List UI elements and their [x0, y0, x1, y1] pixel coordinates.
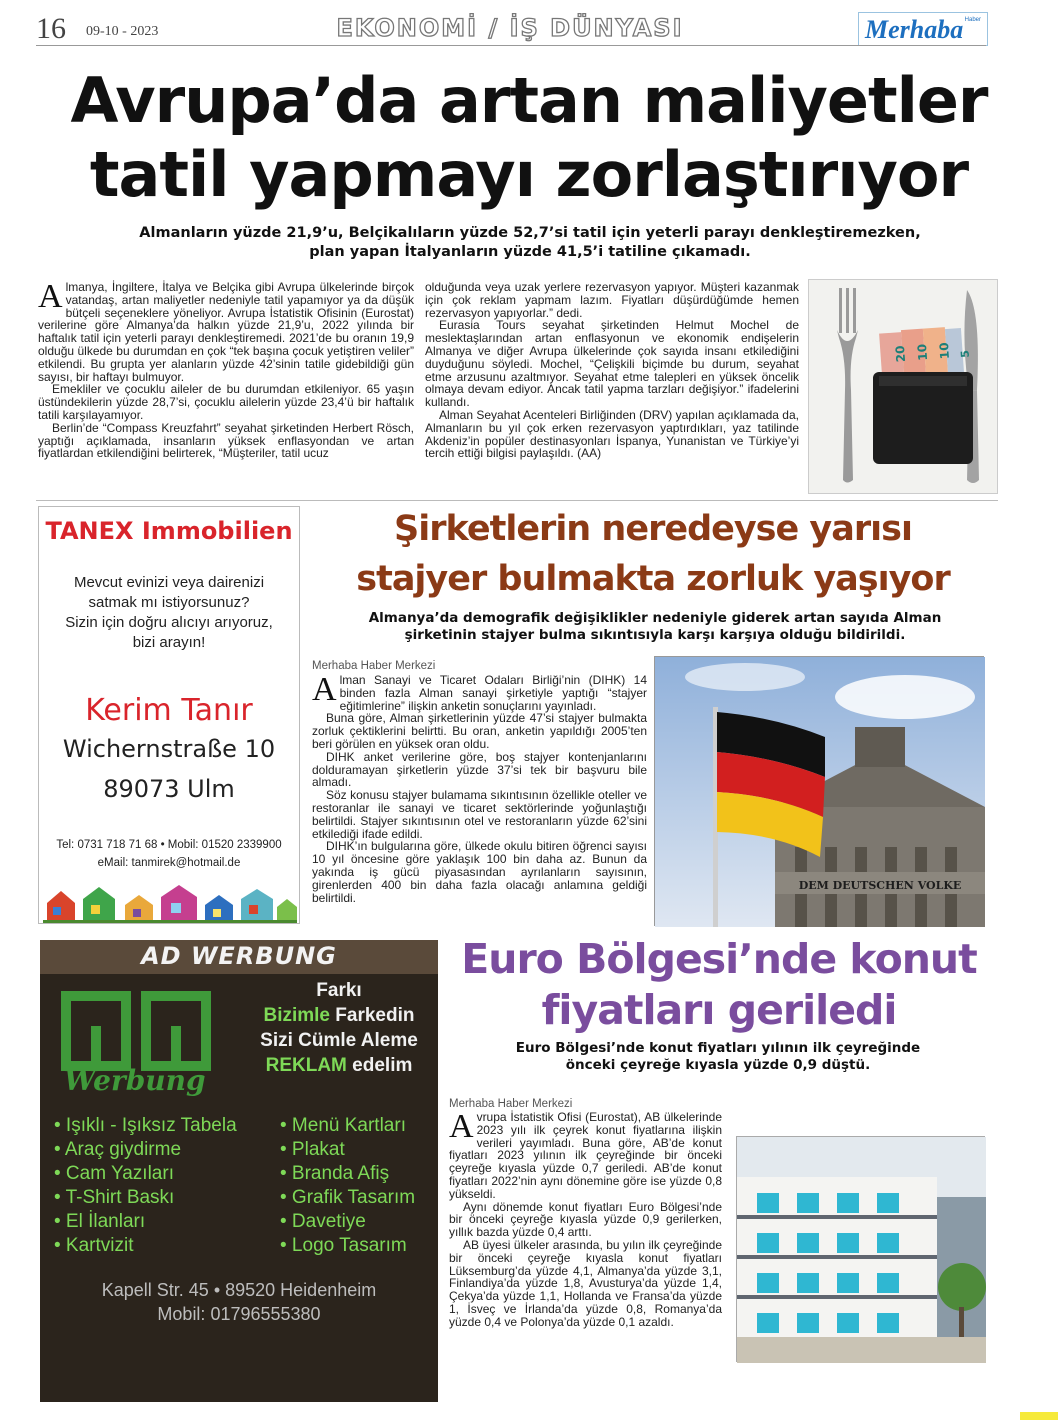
service-item: • Işıklı - Işıksız Tabela: [54, 1115, 237, 1136]
article2-body: [312, 671, 647, 905]
contact-email: eMail: tanmirek@hotmail.de: [97, 857, 241, 869]
ad-title: AD WERBUNG: [141, 942, 337, 970]
header-rule: [36, 45, 986, 46]
article1-headline: [20, 64, 1038, 212]
ad-mobile: Mobil: 01796555380: [157, 1304, 321, 1324]
drop-cap: A: [312, 671, 337, 708]
page-corner-mark: [1020, 1412, 1058, 1420]
houses-illustration: [43, 883, 297, 923]
slogan-line: Sizi Cümle Aleme: [260, 1030, 418, 1051]
service-item: • Plakat: [280, 1139, 345, 1160]
service-item: • Grafik Tasarım: [280, 1187, 416, 1208]
slogan-highlight: REKLAM: [265, 1055, 347, 1076]
logo-small-text: Haber: [964, 17, 981, 23]
logo-text: Merhaba: [865, 15, 964, 44]
headline-line: stajyer bulmakta zorluk yaşıyor: [356, 559, 950, 599]
section-title: EKONOMİ / İŞ DÜNYASI: [336, 14, 684, 42]
service-item: • Araç giydirme: [54, 1139, 182, 1160]
paragraph-text: vrupa İstatistik Ofisi (Eurostat), AB ülkelerinde 2023 yılı ilk çeyrek konut fiyatlarına ilişkin verileri yayımladı. Buna göre, AB’de konut fiyatları 2023 yılının ilk çeyreğinde bir önceki çeyreğe kıyasla yüzde 0,7 geriledi. AB’de konut fiyatları 2022’nin aynı dönemine göre ise yüzde 0,8 yükseldi.: [449, 1110, 722, 1201]
apartment-building-photo: [736, 1136, 985, 1362]
article2-source: Merhaba Haber Merkezi: [312, 660, 436, 672]
article2-paragraph: DIHK’ın bulgularına göre, ülkede okulu bitiren öğrenci sayısı 10 yıl öncesine göre yaklaşık 100 bin daha az. Bunun da yakında iş gücü piyasasından ayrılanların sayısının, girenlerden 400 bin daha fazla olacağı anlamına geldiği belirtildi.: [312, 839, 647, 905]
article1-paragraph: Eurasia Tours seyahat şirketinden Helmut Mochel de meslektaşlarından artan enflasyonun ve ekonomik endişelerin Almanya ve diğer Avrupa ülkelerinde çok sayıda insanı etkilediğini duyduğunu söyledi. Mochel, “Çelişkili biçimde bu durum, seyahat etme arzusunu azaltmıyor. Seyahat etme talepleri en yüksek öncelik olmaya devam ediyor. Ancak tatil yapma tarzları değişiyor.” ifadelerini kullandı.: [425, 318, 799, 410]
wallet-illustration: [809, 280, 999, 495]
paragraph-text: lmanya, İngiltere, İtalya ve Belçika gibi Avrupa ülkelerinde birçok vatandaş, artan maliyetler nedeniyle tatil yapamıyor ya da düşük bütçeli seçeneklere yöneliyor. Avrupa İstatistik Ofisinin (Eurostat) verilerine göre Almanya’da halkın yüzde 21,9’u, 2022 yılında bir haftalık tatil için yeterli parayı denkleştiremedi. 2021’de bu oranın 19,9 olduğu ülkede bu durumdan en çok “tek başına çocuk yetiştiren veliler” etkilendi. Bu grupta yer alanların yüzde 42’sinin tatile gidebildiği gün sayısı, bir haftayı bulmuyor.: [38, 280, 414, 384]
article3-subhead: [448, 1040, 988, 1074]
slogan-text: Farkedin: [330, 1005, 415, 1026]
contact-street: Wichernstraße 10: [62, 735, 276, 763]
article2-paragraph: Söz konusu stajyer bulamama sıkıntısının özellikle oteller ve restoranlar ile sanayi ve ticaret sektörlerinde yoğunlaştığı belirtildi. Stajyer sıkıntısının otel ve restoranların yüzde 62’sini etkilediği ifade edildi.: [312, 788, 647, 841]
article2-headline: [308, 504, 998, 604]
wallet-cutlery-photo: [808, 279, 998, 494]
ad-slogan: [240, 978, 438, 1078]
ad-text-line: bizi arayın!: [132, 634, 206, 651]
service-item: • Logo Tasarım: [280, 1235, 407, 1256]
service-item: • T-Shirt Baskı: [54, 1187, 175, 1208]
reichstag-illustration: [655, 657, 985, 927]
ad-logo: [56, 986, 226, 1096]
ad-contact: [40, 1278, 438, 1326]
contact-phones: Tel: 0731 718 71 68 • Mobil: 01520 2339900: [56, 839, 282, 851]
subhead-line: Almanların yüzde 21,9’u, Belçikalıların yüzde 52,7’si tatil için yeterli parayı denkleştiremezken,: [139, 225, 921, 241]
article3-headline: [445, 934, 993, 1036]
article2-paragraph: DIHK anket verilerine göre, boş stajyer kontenjanlarını dolduramayan şirketlerin yüzde 37’si tek bir başvuru bile almadı.: [312, 749, 647, 790]
headline-line: Avrupa’da artan maliyetler: [70, 64, 988, 137]
banknote-label: 10: [936, 341, 953, 360]
services-right: [280, 1114, 415, 1258]
banknote-label: 20: [892, 345, 909, 363]
article2-paragraph: [312, 671, 647, 713]
article2-paragraph: Buna göre, Alman şirketlerinin yüzde 47’si stajyer bulmakta zorluk çektiklerini belirtti. Bu oran, anketin yapıldığı 2005’ten beri görülen en yüksek oran oldu.: [312, 711, 647, 751]
paragraph-text: lman Sanayi ve Ticaret Odaları Birliği’nin (DIHK) 14 binden fazla Alman sanayi şirketiyle yaptığı “stajyer eğitimlerine” ilişkin anketin sonuçlarını yayınladı.: [339, 673, 647, 713]
section-rule: [36, 500, 998, 501]
service-item: • El İlanları: [54, 1211, 146, 1232]
article1-paragraph: olduğunda veya uzak yerlere rezervasyon yapıyor. Müşteri kazanmak için çok reklam yapmam lazım. Fiyatları düşürdüğümde hemen rezervasyon yapıyorlar.” dedi.: [425, 280, 799, 320]
drop-cap: A: [449, 1108, 474, 1145]
service-item: • Davetiye: [280, 1211, 366, 1232]
reichstag-flag-photo: [654, 656, 984, 926]
article1-subhead: [60, 224, 1000, 262]
article3-body: [449, 1108, 722, 1329]
services-left: [54, 1114, 237, 1258]
article1-column-2: [425, 281, 799, 460]
publication-logo: [858, 12, 988, 46]
subhead-line: önceki çeyreğe kıyasla yüzde 0,9 düştü.: [565, 1057, 871, 1073]
ad-title: TANEX Immobilien: [45, 517, 293, 545]
ad-text-line: satmak mı istiyorsunuz?: [88, 594, 250, 611]
slogan-highlight: Bizimle: [263, 1005, 331, 1026]
reichstag-inscription: DEM DEUTSCHEN VOLKE: [798, 879, 962, 892]
service-item: • Menü Kartları: [280, 1115, 406, 1136]
werbung-advertisement: [40, 940, 438, 1402]
subhead-line: Almanya’da demografik değişiklikler nedeniyle giderek artan sayıda Alman: [368, 610, 942, 626]
page-number: 16: [36, 12, 66, 45]
headline-line: tatil yapmayı zorlaştırıyor: [89, 138, 969, 211]
service-item: • Kartvizit: [54, 1235, 134, 1256]
article3-paragraph: AB üyesi ülkeler arasında, bu yılın ilk çeyreğinde bir önceki çeyreğe kıyasla konut fiyatları Lüksemburg’da yüzde 4,1, Almanya’da yüzde 3,1, Finlandiya’da yüzde 1,8, Avusturya’da yüzde 1,4, Çekya’da yüzde 1,1, Hollanda ve Fransa’da yüzde 1, İsveç ve İrlanda’da yüzde 0,8, Romanya’da yüzde 0,4 ve Polonya’da yüzde 0,1 azaldı.: [449, 1237, 722, 1329]
ad-text-line: Mevcut evinizi veya dairenizi: [73, 574, 265, 591]
ad-text: [39, 573, 299, 653]
article1-paragraph: Alman Seyahat Acenteleri Birliğinden (DRV) yapılan açıklamada da, Almanların bu yıl çok erken rezervasyon yaptırdıkları, yaz tatilinde Akdeniz’in popüler destinasyonları İspanya, Yunanistan ve Türkiye’yi tercih ettiği bilgisi paylaşıldı. (AA): [425, 407, 799, 461]
article1-paragraph: Berlin’de “Compass Kreuzfahrt” seyahat şirketinden Herbert Rösch, yaptığı açıklamada, insanların yüksek enflasyondan ve artan fiyatlardan etkilendiğini belirterek, “Müşteriler, tatil ucuz: [38, 420, 414, 461]
contact-city: 89073 Ulm: [103, 775, 235, 803]
contact-name: Kerim Tanır: [85, 693, 253, 728]
headline-line: Şirketlerin neredeyse yarısı: [394, 509, 912, 549]
service-item: • Cam Yazıları: [54, 1163, 174, 1184]
banknote-label: 5: [958, 349, 972, 359]
ad-text-line: Sizin için doğru alıcıyı arıyoruz,: [65, 614, 273, 631]
article3-source: Merhaba Haber Merkezi: [449, 1098, 573, 1110]
tanex-advertisement: [38, 506, 300, 924]
headline-line: Euro Bölgesi’nde konut: [461, 935, 977, 983]
ad-logo-script: Werbung: [64, 1064, 206, 1096]
subhead-line: şirketinin stajyer bulma sıkıntısıyla karşı karşıya olduğu bildirildi.: [404, 627, 906, 643]
service-item: • Branda Afiş: [280, 1163, 390, 1184]
article1-paragraph: Emekliler ve çocuklu aileler de bu durumdan etkileniyor. 65 yaşın üstündekilerin yüzde 28,7’si, çocuklu ailelerin yüzde 23,4’ü bir haftalık tatili karşılayamıyor.: [38, 382, 414, 422]
ad-address: Kapell Str. 45 • 89520 Heidenheim: [101, 1280, 377, 1300]
article1-paragraph: [38, 278, 414, 384]
fork-icon: [837, 288, 858, 483]
slogan-line: [240, 1003, 438, 1028]
issue-date: 09-10 - 2023: [86, 24, 159, 39]
subhead-line: plan yapan İtalyanların yüzde 41,5’i tatiline çıkamadı.: [309, 244, 751, 260]
apartment-illustration: [737, 1137, 986, 1363]
article1-column-1: [38, 278, 414, 461]
slogan-text: edelim: [346, 1055, 413, 1076]
slogan-line: Farkı: [316, 980, 362, 1001]
drop-cap: A: [38, 278, 63, 315]
article2-subhead: [310, 610, 1000, 644]
article3-paragraph: [449, 1108, 722, 1201]
banknote-label: 10: [914, 343, 931, 362]
subhead-line: Euro Bölgesi’nde konut fiyatları yılının ilk çeyreğinde: [515, 1040, 921, 1056]
article3-paragraph: Aynı dönemde konut fiyatları Euro Bölgesi’nde bir önceki çeyreğe kıyasla yüzde 0,9 gerilerken, yıllık bazda yüzde 0,4 arttı.: [449, 1199, 722, 1240]
slogan-line: [240, 1053, 438, 1078]
headline-line: fiyatları geriledi: [541, 986, 897, 1034]
